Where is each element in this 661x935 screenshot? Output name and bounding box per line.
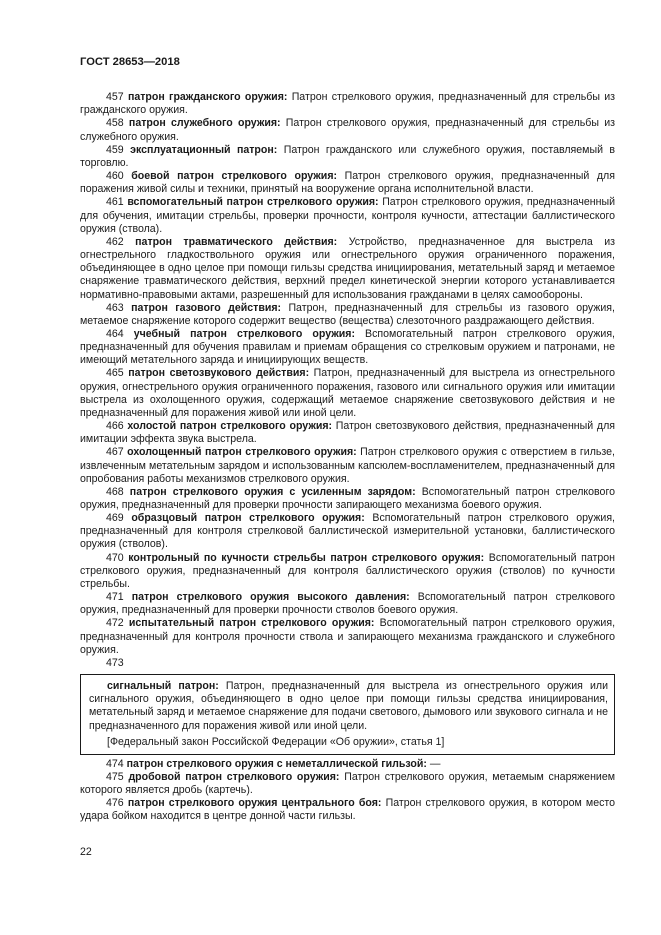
term-definition: Патрон стрелкового оружия, предназначенный для обучения, имитации стрельбы, проверки прочности, контроля кучности, аттестации баллистического оружия (ствола). [80, 196, 615, 235]
term-entry-462 [80, 236, 615, 302]
term-name: патрон травматического действия: [135, 235, 338, 248]
term-entry-469 [80, 512, 615, 551]
term-name: боевой патрон стрелкового оружия: [131, 170, 338, 183]
term-definition: Вспомогательный патрон стрелкового оружия, предназначенный для контроля стрелковой баллистической измерительной установки, баллистического оружия (стволов). [80, 512, 615, 551]
term-definition: Патрон, предназначенный для выстрела из огнестрельного оружия или сигнального оружия, объединяющего в одно целое при помощи гильзы средства инициирования, метательный заряд и метаемое снаряжение для подачи светового, дымового или звукового сигнала и не предназначенного для поражения живой или иной цели. [89, 680, 609, 732]
term-name: вспомогательный патрон стрелкового оружия: [127, 196, 379, 209]
term-definition: Вспомогательный патрон стрелкового оружия, предназначенный для проверки прочности запирающего механизма боевого оружия. [80, 485, 615, 511]
term-number: 457 [106, 91, 124, 104]
term-name: патрон стрелкового оружия центрального боя: [127, 797, 382, 810]
term-name: испытательный патрон стрелкового оружия: [128, 617, 375, 630]
term-number: 473 [106, 656, 124, 669]
term-number: 468 [106, 485, 124, 498]
terms-list [80, 91, 615, 823]
term-entry-471 [80, 591, 615, 617]
term-definition: Патрон стрелкового оружия, предназначенный для стрельбы из служебного оружия. [80, 117, 615, 143]
term-number: 462 [106, 235, 124, 248]
term-number: 476 [106, 797, 124, 810]
term-entry-476 [80, 797, 615, 823]
term-definition: Патрон гражданского или служебного оружия, поставляемый в торговлю. [80, 143, 616, 169]
term-entry-464 [80, 328, 615, 367]
term-number: 475 [106, 770, 124, 783]
term-entry-458 [80, 117, 615, 143]
term-entry-457 [80, 91, 615, 117]
term-number: 465 [106, 367, 124, 380]
term-definition: Патрон, предназначенный для выстрела из огнестрельного оружия, огнестрельного оружия ограниченного поражения, газового или сигнального оружия или имитации выстрела из охолощенного оружия, содержащий метаемое снаряжение светозвукового действия и не предназначенный для поражения живой или иной цели. [80, 367, 615, 419]
term-entry-474 [80, 758, 615, 771]
term-definition: Патрон стрелкового оружия с отверстием в гильзе, извлеченным метательным зарядом и использованным капсюлем-воспламенителем, предназначенный для опробования работы механизмов стрелкового оружия. [80, 446, 615, 485]
term-definition: Вспомогательный патрон стрелкового оружия, предназначенный для проверки прочности стволов боевого оружия. [80, 591, 615, 617]
term-number: 463 [106, 301, 124, 314]
term-source: [Федеральный закон Российской Федерации «Об оружии», статья 1] [107, 735, 445, 748]
term-number: 471 [106, 591, 124, 604]
term-entry-473-number [80, 657, 615, 670]
term-entry-470 [80, 552, 615, 591]
term-name: сигнальный патрон: [107, 680, 219, 693]
term-entry-461 [80, 196, 615, 235]
term-definition: Патрон стрелкового оружия, метаемым снаряжением которого является дробь (картечь). [80, 770, 616, 797]
term-number: 458 [106, 117, 124, 130]
page-number: 22 [80, 846, 92, 858]
term-number: 467 [106, 446, 124, 459]
term-definition: Патрон стрелкового оружия, предназначенный для поражения живой силы и техники, принятый на вооружение органа исполнительной власти. [80, 170, 615, 196]
term-definition: Патрон стрелкового оружия, в котором место удара бойком находится в центре донной части гильзы. [80, 797, 616, 823]
term-entry-463 [80, 302, 615, 328]
term-name: патрон гражданского оружия: [127, 91, 288, 104]
term-number: 469 [106, 512, 124, 525]
term-definition: — [429, 757, 441, 770]
term-entry-466 [80, 420, 615, 446]
term-name: патрон стрелкового оружия с усиленным зарядом: [129, 485, 416, 498]
term-name: патрон служебного оружия: [128, 117, 281, 130]
term-definition: Патрон, предназначенный для стрельбы из газового оружия, метаемое снаряжение которого содержит вещество (вещества) слезоточного раздражающего действия. [80, 301, 615, 327]
term-entry-472 [80, 617, 615, 656]
term-number: 472 [106, 617, 124, 630]
terms-block-457-472 [80, 91, 615, 657]
boxed-term-473 [80, 674, 615, 755]
term-name: охолощенный патрон стрелкового оружия: [127, 446, 357, 459]
document-code: ГОСТ 28653—2018 [80, 56, 180, 68]
term-number: 459 [106, 143, 124, 156]
term-entry-475 [80, 771, 615, 797]
term-name: патрон стрелкового оружия высокого давления: [131, 591, 410, 604]
terms-block-474-476 [80, 758, 615, 824]
term-name: образцовый патрон стрелкового оружия: [131, 512, 365, 525]
term-definition: Вспомогательный патрон стрелкового оружия, предназначенный для обучения правилам и приемам обращения со стрелковым оружием и патронами, не имеющий метательного заряда и инициирующих веществ. [80, 327, 615, 367]
term-entry-467 [80, 446, 615, 485]
term-number: 466 [106, 420, 124, 433]
term-entry-459 [80, 144, 615, 170]
term-entry-473 [89, 680, 608, 733]
term-number: 474 [106, 757, 124, 770]
term-definition: Патрон светозвукового действия, предназначенный для имитации эффекта звука выстрела. [80, 420, 615, 446]
term-entry-460 [80, 170, 615, 196]
term-definition: Вспомогательный патрон стрелкового оружия, предназначенный для контроля прочности ствола и запирающего механизма гражданского и служебного оружия. [80, 617, 616, 656]
term-definition: Устройство, предназначенное для выстрела из огнестрельного гладкоствольного оружия или огнестрельного оружия ограниченного поражения, объединяющее в одно целое при помощи гильзы средства инициирования, метательный заряд и метаемое снаряжение травматического действия, верхний предел кинетической энергии которого устанавливается нормативно-правовыми актами, разрешенный для использования гражданами в целях самообороны. [80, 235, 615, 301]
term-number: 461 [106, 196, 124, 209]
term-name: дробовой патрон стрелкового оружия: [128, 770, 340, 783]
term-entry-465 [80, 367, 615, 420]
term-name: эксплуатационный патрон: [130, 143, 278, 156]
term-name: контрольный по кучности стрельбы патрон стрелкового оружия: [128, 551, 485, 564]
term-name: патрон газового действия: [131, 301, 282, 314]
term-number: 460 [106, 170, 124, 183]
term-name: патрон светозвукового действия: [128, 367, 310, 380]
term-definition: Вспомогательный патрон стрелкового оружия, предназначенный для контроля баллистического оружия (стволов) по кучности стрельбы. [80, 551, 615, 590]
term-name: патрон стрелкового оружия с неметаллической гильзой: [126, 757, 427, 770]
term-entry-468 [80, 486, 615, 512]
term-number: 464 [106, 327, 124, 340]
term-definition: Патрон стрелкового оружия, предназначенный для стрельбы из гражданского оружия. [80, 91, 616, 117]
term-number: 470 [106, 551, 124, 564]
term-name: холостой патрон стрелкового оружия: [127, 420, 333, 433]
term-name: учебный патрон стрелкового оружия: [133, 327, 355, 340]
